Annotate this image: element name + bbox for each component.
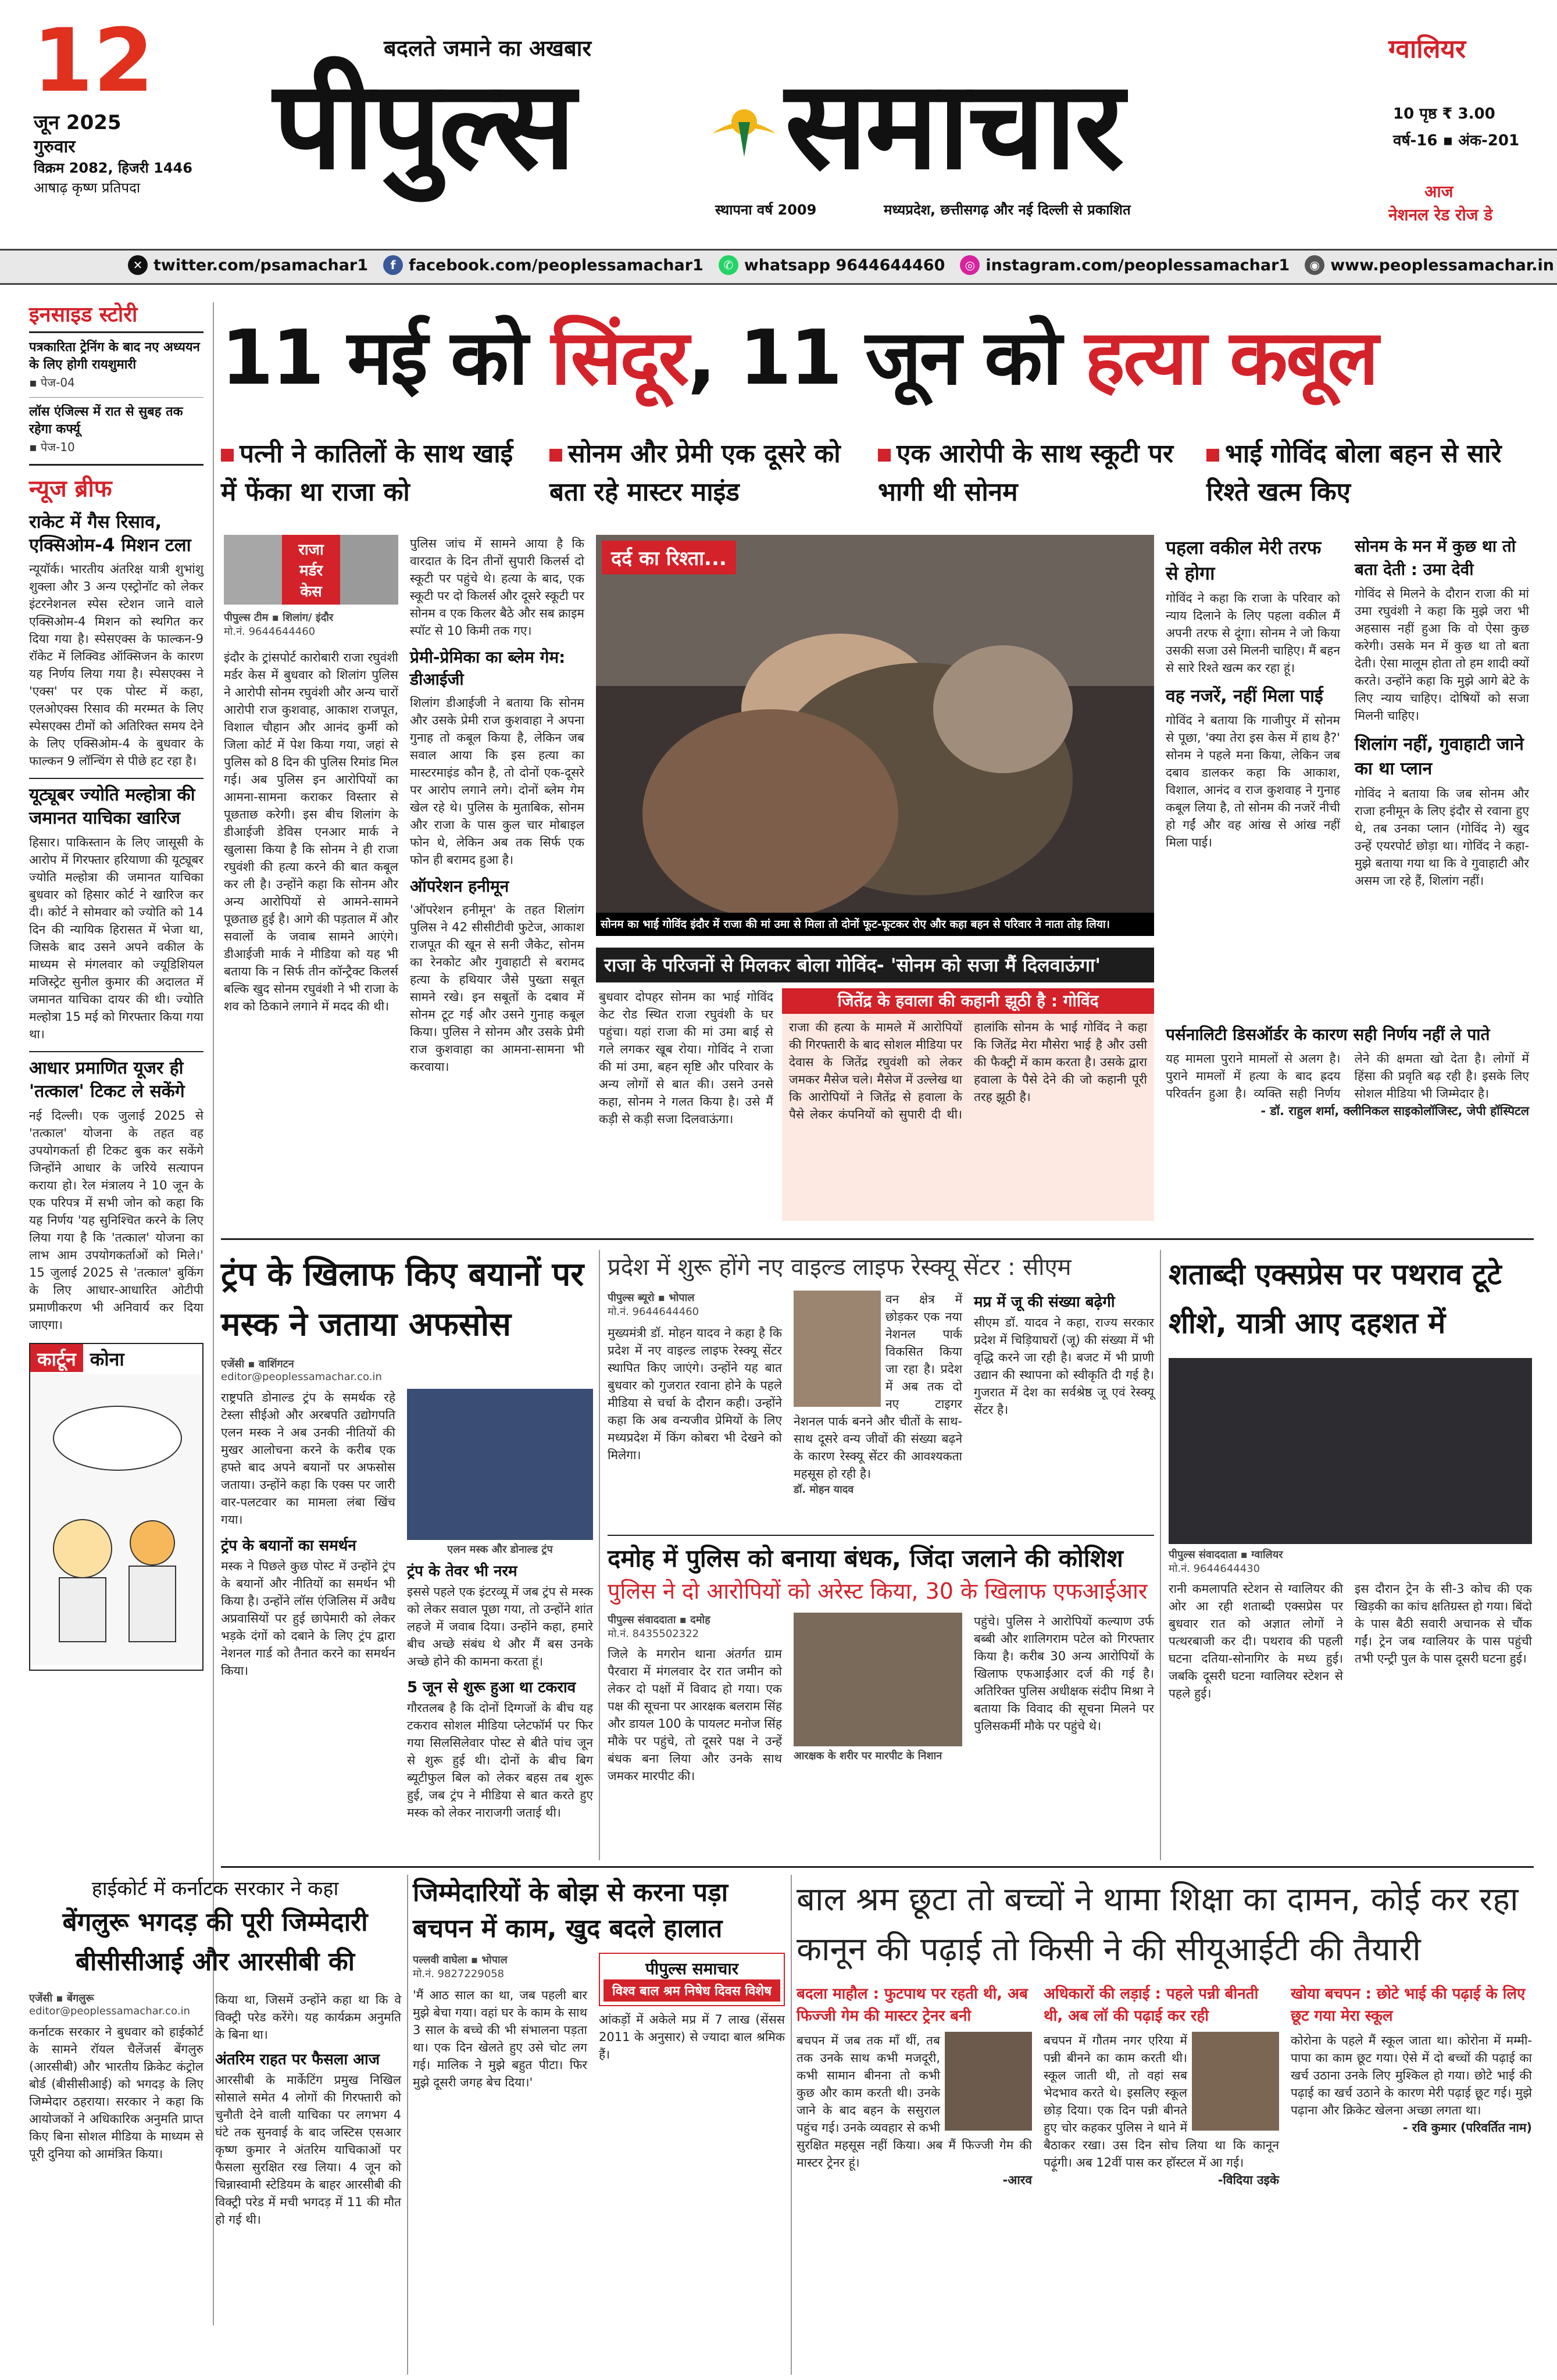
inside-item-text: लॉस एंजिल्स में रात से सुबह तक रहेगा कर्फ्यू bbox=[29, 405, 183, 437]
childlabour-left-body-2: आंकड़ों में अकेले मप्र में 7 लाख (सेंसस 2011 के अनुसार) से ज्यादा बाल श्रमिक हैं। bbox=[599, 2013, 785, 2061]
vah-body: गोविंद ने बताया कि गाजीपुर में सोनम से पूछा, 'क्या तेरा इस केस में हाथ है?' सोनम ने पहले मना किया, लेकिन जब दबाव डालकर कहा कि आकाश, विशाल, आनंद व राज कुशवाह ने गुनाह कबूल लिया है, तो सोनम की नजरें नीची हो गईं और वह आंख से आंख नहीं मिला पाई। bbox=[1166, 713, 1340, 849]
brief2-body: हिसार। पाकिस्तान के लिए जासूसी के आरोप में गिरफ्तार हरियाणा की यूट्यूबर ज्योति मल्होत्रा की जमानत याचिका बुधवार को हिसार कोर्ट ने खारिज कर दी। कोर्ट ने सोमवार को ज्योति को 14 दिन की न्यायिक हिरासत में भेजा था, जिसके बाद उसने अपने वकील के माध्यम से मंगलवार को ज्यूडिशियल मजिस्ट्रेट सुनील कुमार की अदालत में जमानत याचिका दायर की थी। ज्योति मल्होत्रा 15 मई को गिरफ्तार किया गया था। bbox=[29, 835, 203, 1041]
wildlife-body-1: मुख्यमंत्री डॉ. मोहन यादव ने कहा है कि प्रदेश में नए वाइल्ड लाइफ रेस्क्यू सेंटर स्थापित किए जाएंगे। उन्होंने यह बात बुधवार को गुजरात रवाना होने के पहले मीडिया से चर्चा के दौरान कही। उन्होंने कहा कि अब वन्यजीव प्रेमियों के लिए मध्यप्रदेश में किंग कोबरा भी देखने को मिलेगा। bbox=[608, 1326, 782, 1462]
divider-v1 bbox=[599, 1250, 600, 1860]
col-b-body: बचपन में गौतम नगर एरिया में पन्नी बीनने का काम करती थी। स्कूल जाती थी, तो वहां सब भेदभाव करते थे। इसलिए स्कूल छोड़ दिया। एक दिन पन्नी बीनते हुए चोर कहकर पुलिस ने थाने में बैठाकर रखा। उस दिन सोच लिया था कि कानून पढ़ूंगी। अब 12वीं पास कर हॉस्टल में आ गई। bbox=[1044, 2034, 1279, 2170]
karnataka-body-2: किया था, जिसमें उन्होंने कहा था कि वे विक्ट्री परेड करेंगे। यह कार्यक्रम अनुमति के बिना था। bbox=[215, 1993, 401, 2042]
logo-left: पीपुल्स bbox=[273, 53, 574, 196]
lead-contact: मो.नं. 9644644460 bbox=[224, 626, 316, 638]
web-icon: ◉ bbox=[1305, 255, 1324, 275]
damoh-body-1: जिले के मगरोन थाना अंतर्गत ग्राम पैरवारा में मंगलवार देर रात जमीन को लेकर दो पक्षों में विवाद हो गया। एक पक्ष की सूचना पर आरक्षक बलराम सिंह और डायल 100 के पायलट मनोज सिंह मौके पर पहुंचे, तो दूसरे पक्ष ने उन्हें बंधक बना लिया और उनके साथ जमकर मारपीट की। bbox=[608, 1647, 782, 1783]
childlabour-left-head: जिम्मेदारियों के बोझ से करना पड़ा बचपन में काम, खुद बदले हालात bbox=[413, 1878, 728, 1943]
karnataka-email: editor@peoplessamachar.co.in bbox=[29, 2005, 190, 2017]
social-link-text: instagram.com/peoplessamachar1 bbox=[985, 256, 1290, 274]
social-link-text: www.peoplessamachar.in bbox=[1330, 256, 1555, 274]
edition-city: ग्वालियर bbox=[1388, 34, 1466, 64]
section-rule-2 bbox=[221, 1866, 1534, 1868]
divider-v3 bbox=[407, 1875, 408, 2375]
col-a-sig: -आरव bbox=[1002, 2173, 1032, 2187]
vikram-date: विक्रम 2082, हिजरी 1446 bbox=[34, 160, 192, 176]
damoh-subhead: पुलिस ने दो आरोपियों को अरेस्ट किया, 30 के खिलाफ एफआईआर bbox=[608, 1578, 1148, 1604]
karnataka-kicker: हाईकोर्ट में कर्नाटक सरकार ने कहा bbox=[91, 1877, 339, 1900]
social-link-text: whatsapp 9644644460 bbox=[744, 256, 945, 274]
brief2-head: यूट्यूबर ज्योति मल्होत्रा की जमानत याचिका खारिज bbox=[29, 785, 195, 828]
brief3-body: नई दिल्ली। एक जुलाई 2025 से 'तत्काल' योजना के तहत वह उपयोगकर्ता ही टिकट बुक कर सकेंगे जिन्होंने आधार के जरिये सत्यापन कराया हो। रेल मंत्रालय ने 10 जून के एक परिपत्र में सभी जोन को कहा कि यह निर्णय 'यह सुनिश्चित करने के लिए लिया गया है कि 'तत्काल' योजना का लाभ आम उपयोगकर्ताओं को मिले।' 15 जुलाई 2025 से 'तत्काल' बुकिंग के लिए आधार-आधारित ओटीपी प्रमाणीकरण भी अनिवार्य कर दिया जाएगा। bbox=[29, 1109, 203, 1332]
wildlife-byline: पीपुल्स ब्यूरो ▪ भोपाल bbox=[608, 1292, 695, 1304]
logo-emblem-icon bbox=[706, 87, 782, 163]
lead-body-2: पुलिस जांच में सामने आया है कि वारदात के दिन तीनों सुपारी किलर्स दो स्कूटी पर पहुंचे थे। हत्या के बाद, एक स्कूटी पर दो किलर्स और दूसरे स्कूटी पर सोनम व एक किलर बैठे और सब क्राइम स्पॉट से 10 किमी तक गए। bbox=[410, 537, 584, 638]
shatabdi-story bbox=[1169, 1250, 1532, 1860]
lead-sub3-head: ऑपरेशन हनीमून bbox=[410, 877, 509, 896]
social-link[interactable] bbox=[1305, 255, 1554, 275]
inside-item-text: पत्रकारिता ट्रेनिंग के बाद नए अध्ययन के लिए होगी रायशुमारी bbox=[29, 340, 200, 372]
brief1-body: न्यूयॉर्क। भारतीय अंतरिक्ष यात्री शुभांशु शुक्ला और 3 अन्य एस्ट्रोनॉट को लेकर इंटरनेशनल स्पेस स्टेशन जाने वाले एक्सिओम-4 मिशन को स्थगित कर दिया गया है। स्पेसएक्स के फाल्कन-9 रॉकेट में लिक्विड ऑक्सिजन के कारण यह निर्णय लिया गया है। स्पेसएक्स ने 'एक्स' पर एक पोस्ट में कहा, एलओएक्स रिसाव की मरम्मत के लिए स्पेसएक्स टीमों को अतिरिक्त समय देने के लिए एक्सिओम-4 के बुधवार के फाल्कन 9 लॉन्चिंग से पीछे हट रहा है। bbox=[29, 562, 203, 768]
lead-col-6 bbox=[1355, 535, 1529, 1017]
brief3-head: आधार प्रमाणित यूजर ही 'तत्काल' टिकट ले सकेंगे bbox=[29, 1058, 185, 1102]
mind-head: सोनम के मन में कुछ था तो बता देती : उमा देवी bbox=[1355, 537, 1516, 579]
cartoon-image bbox=[30, 1374, 202, 1665]
lead-body-4: 'ऑपरेशन हनीमून' के तहत शिलांग पुलिस ने 42 सीसीटीवी फुटेज, आकाश राजपूत की खून से सनी जैकेट, सोनम का रेनकोट और गुवाहाटी से बरामद हत्या के हथियार जैसे पुख्ता सबूत सामने रखे। इन सबूतों के दबाव में सोनम टूट गई और उसने गुनाह कबूल किया। पुलिस ने सोनम और उसके प्रेमी राज कुशवाहा का आमना-सामना भी करवाया। bbox=[410, 903, 584, 1074]
trump-body-3: मस्क ने पिछले कुछ पोस्ट में उन्होंने ट्रंप के बयानों और नीतियों का समर्थन भी किया है। उन्होंने लॉस एंजिलिस में अवैध अप्रवासियों पर हुई छापेमारी को लेकर भड़के दंगों को दबाने के लिए ट्रंप द्वारा नेशनल गार्ड को तैनात करने का समर्थन किया। bbox=[221, 1559, 395, 1678]
lead-sub-1: पत्नी ने कातिलों के साथ खाई में फेंका था राजा को bbox=[221, 439, 513, 507]
inside-item[interactable] bbox=[29, 403, 203, 456]
personality-body: यह मामला पुराने मामलों से अलग है। पुराने मामलों में हत्या के बाद ह्रदय परिवर्तन हुआ है। व्यक्ति सही निर्णय लेने की क्षमता खो देता है। लोगों में हिंसा की प्रवृति बढ़ रही है। इसके लिए सोशल मीडिया भी जिम्मेदार है। bbox=[1166, 1052, 1529, 1100]
lead-byline: पीपुल्स टीम ▪ शिलांग/ इंदौर bbox=[224, 612, 334, 624]
shatabdi-headline: शताब्दी एक्सप्रेस पर पथराव टूटे शीशे, यात्री आए दहशत में bbox=[1169, 1257, 1502, 1340]
lead-col-5 bbox=[1166, 535, 1340, 1017]
karnataka-body-1: कर्नाटक सरकार ने बुधवार को हाईकोर्ट के सामने रॉयल चैलेंजर्स बेंगलुरु (आरसीबी) और भारतीय क्रिकेट कंट्रोल बोर्ड (बीसीसीआई) को भगदड़ के लिए जिम्मेदार ठहराया। सरकार ने कहा कि आयोजकों ने अधिकारिक अनुमति प्राप्त किए बिना सोशल मीडिया के माध्यम से पूरी दुनिया को आमंत्रित किया। bbox=[29, 2025, 203, 2161]
karnataka-story bbox=[29, 1875, 401, 2375]
col-a-body: बचपन में जब तक माँ थीं, तब तक उनके साथ कभी मजदूरी, कभी सामान बीनना तो कभी कुछ और काम करती थी। उनके जाने के बाद बहन के ससुराल पहुंच गई। उनके व्यवहार से कभी सुरक्षित महसूस नहीं किया। अब मैं फिज्जी गेम की मास्टर ट्रेनर हूं। bbox=[797, 2034, 1032, 2170]
col-c-sig: - रवि कुमार (परिवर्तित नाम) bbox=[1402, 2121, 1532, 2135]
damoh-byline: पीपुल्स संवाददाता ▪ दमोह bbox=[608, 1614, 710, 1626]
trump-story bbox=[221, 1250, 593, 1860]
trump-sub-3: 5 जून से शुरू हुआ था टकराव bbox=[407, 1679, 576, 1696]
childlabour-right bbox=[797, 1875, 1532, 2375]
damoh-story bbox=[608, 1535, 1154, 1860]
wildlife-story bbox=[608, 1250, 1154, 1529]
col-a-head: बदला माहौल : फुटपाथ पर रहती थी, अब फिज्जी गेम की मास्टर ट्रेनर बनी bbox=[797, 1985, 1028, 2025]
shatabdi-byline: पीपुल्स संवाददाता ▪ ग्वालियर bbox=[1169, 1549, 1283, 1561]
year-issue: वर्ष-16 ▪ अंक-201 bbox=[1393, 132, 1520, 149]
lead-photo-image bbox=[596, 535, 1154, 936]
childlabour-byline: पल्लवी वाघेला ▪ भोपाल bbox=[413, 1954, 508, 1966]
special-badge bbox=[599, 1953, 785, 2006]
col-c-body: कोरोना के पहले मैं स्कूल जाता था। कोरोना में मम्मी-पापा का काम छूट गया। ऐसे में दो बच्चों की पढ़ाई का खर्च उठाना उनके लिए मुश्किल हो गया। छोटे भाई की पढ़ाई का खर्च उठाने के कारण मेरी पढ़ाई छूट गई। मुझे पढ़ाना और क्रिकेट खेलना अच्छा लगता था। bbox=[1291, 2034, 1532, 2117]
damoh-contact: मो.नं. 8435502322 bbox=[608, 1628, 699, 1640]
instagram-icon: ◎ bbox=[960, 255, 980, 275]
shatabdi-body-1: रानी कमलापति स्टेशन से ग्वालियर की ओर आ रही शताब्दी एक्सप्रेस पर बुधवार रात को अज्ञात लोगों ने पत्थरबाजी कर दी। पथराव की पहली घटना दतिया-सोनागिर के मध्य हुई। जबकि दूसरी घटना ग्वालियर स्टेशन से पहले हुई। bbox=[1169, 1582, 1343, 1700]
doctor-credit: - डॉ. राहुल शर्मा, क्लीनिकल साइकोलॉजिस्ट, जेपी हॉस्पिटल bbox=[1260, 1104, 1529, 1118]
photo-caption: सोनम का भाई गोविंद इंदौर में राजा की मां उमा से मिला तो दोनों फूट-फूटकर रोए और कहा बहन से परिवार ने नाता तोड़ लिया। bbox=[596, 913, 1154, 936]
damoh-headline: दमोह में पुलिस को बनाया बंधक, जिंदा जलाने की कोशिश bbox=[608, 1544, 1123, 1573]
col-c-head: खोया बचपन : छोटे भाई की पढ़ाई के लिए छूट गया मेरा स्कूल bbox=[1291, 1985, 1526, 2025]
logo bbox=[273, 52, 1238, 203]
weekday: गुरुवार bbox=[34, 137, 76, 157]
date-month-year: जून 2025 bbox=[34, 111, 122, 134]
lead-body-1: इंदौर के ट्रांसपोर्ट कारोबारी राजा रघुवंशी मर्डर केस में बुधवार को शिलांग पुलिस ने आरोपी सोनम रघुवंशी और अन्य चारों आरोपी राज कुशवाह, आकाश राजपूत, विशाल चौहान और आनंद कुर्मी को जिला कोर्ट में पेश किया गया, जहां से पुलिस को 8 दिन की पुलिस रिमांड मिल गई। अब पुलिस इन आरोपियों का आमना-सामना कराकर विस्तार से पूछताछ करेगी। इस बीच शिलांग के डीआईजी डेविस एनआर मार्क ने खुलासा किया है कि सोनम ने ही राजा रघुवंशी की हत्या करने की बात कबूल कर ली है। उन्होंने कहा कि सोनम और अन्य आरोपियों से आमने-सामने पूछताछ हुई है। आगे की पड़ताल में और सवालों के जवाब सामने आएंगे। डीआईजी मार्क ने मीडिया को यह भी बताया कि न सिर्फ तीन कॉन्ट्रैक्ट किलर्स बल्कि खुद सोनम रघुवंशी ने भी राजा के शव को ठिकाने लगाने में मदद की थी। bbox=[224, 651, 398, 1013]
shatabdi-body-2: इस दौरान ट्रेन के सी-3 कोच की एक खिड़की का कांच क्षतिग्रस्त हो गया। बिंदो के पास बैठी सवारी अचानक से चौंक गईं। ट्रेन जब ग्वालियर के पास पहुंची तभी एन्ट्री पुल के पास दूसरी घटना हुई। bbox=[1355, 1582, 1532, 1666]
damoh-photo-caption: आरक्षक के शरीर पर मारपीट के निशान bbox=[794, 1750, 942, 1762]
lawyer-head: पहला वकील मेरी तरफ से होगा bbox=[1166, 537, 1322, 584]
wildlife-sub: मप्र में जू की संख्या बढ़ेगी bbox=[974, 1293, 1115, 1311]
wildlife-body-3: सीएम डॉ. यादव ने कहा, राज्य सरकार प्रदेश में चिड़ियाघरों (जू) की संख्या में भी वृद्धि करने जा रही है। बजट में भी प्राणी उद्यान की स्थापना को स्वीकृति दी गई है। गुजरात में देश का सर्वश्रेष्ठ जू एवं रेस्क्यू सेंटर है। bbox=[974, 1316, 1154, 1417]
brief-title: न्यूज ब्रीफ bbox=[29, 476, 112, 502]
govind-body: बुधवार दोपहर सोनम का भाई गोविंद केट रोड स्थित राजा रघुवंशी के घर पहुंचा। यहां राजा की मां उमा बाई से गले लगकर खूब रोया। गोविंद ने राजा की मां उमा, बहन सृष्टि और परिवार के अन्य लोगों से बात की। उसने उनसे कहा, सोनम ने गलत किया है। उसे मैं कड़ी से कड़ी सजा दिलवाऊंगा। bbox=[599, 990, 773, 1126]
paksha: आषाढ़ कृष्ण प्रतिपदा bbox=[34, 180, 141, 196]
trump-body-1: राष्ट्रपति डोनाल्ड ट्रंप के समर्थक रहे टेस्ला सीईओ और अरबपति उद्योगपति एलन मस्क ने अब उनकी नीतियों की मुखर आलोचना करने के करीब एक हफ्ते बाद अपने बयानों पर अफसोस जताया। उन्होंने कहा कि एक्स पर जारी वार-पलटवार का मामला लंबा खिंच गया। bbox=[221, 1391, 395, 1527]
brief1-head: राकेट में गैस रिसाव, एक्सिओम-4 मिशन टला bbox=[29, 512, 191, 556]
lead-col-1 bbox=[224, 535, 398, 1232]
social-link-text: twitter.com/psamachar1 bbox=[153, 256, 369, 274]
lead-headline: 11 मई को सिंदूर, 11 जून को हत्या कबूल bbox=[221, 313, 1377, 402]
section-rule-1 bbox=[221, 1238, 1534, 1240]
personality-head: पर्सनालिटी डिसऑर्डर के कारण सही निर्णय नहीं ले पाते bbox=[1166, 1025, 1490, 1044]
masthead bbox=[0, 0, 1557, 250]
trump-body-2: इससे पहले एक इंटरव्यू में जब ट्रंप से मस्क को लेकर सवाल पूछा गया, तो उन्होंने शांत लहजे में जवाब दिया। उन्होंने कहा, हमारे बीच अच्छे संबंध थे और मैं बस उनके अच्छे होने की कामना करता हूं। bbox=[407, 1585, 593, 1668]
cartoon-box bbox=[29, 1343, 203, 1671]
damoh-body-2: पहुंचे। पुलिस ने आरोपियों कल्याण उर्फ बब्बी और शालिगराम पटेल को गिरफ्तार किया है। करीब 30 अन्य आरोपियों के खिलाफ एफआईआर दर्ज की गई है। अतिरिक्त पुलिस अधीक्षक संदीप मिश्रा ने बताया कि विवाद की सूचना मिलने पर पुलिसकर्मी मौके पर पहुंचे थे। bbox=[974, 1614, 1154, 1733]
trump-sub-2: ट्रंप के बयानों का समर्थन bbox=[221, 1537, 356, 1554]
vah-head: वह नजरें, नहीं मिला पाई bbox=[1166, 686, 1323, 706]
mind-body: गोविंद से मिलने के दौरान राजा की मां उमा रघुवंशी ने कहा कि मुझे जरा भी अहसास नहीं हुआ कि वो ऐसा कुछ करेगी। उसके मन में कुछ था तो बता देती। ऐसा मालूम होता तो हम शादी क्यों करते। उन्होंने कहा कि मुझे आगे बेटे के लिए न्याय चाहिए। दोषियों को सजा मिलनी चाहिए। bbox=[1355, 587, 1529, 723]
childlabour-left bbox=[413, 1875, 785, 2375]
col-a-photo bbox=[945, 2032, 1032, 2131]
personality-box bbox=[1166, 1023, 1529, 1221]
lead-col-2 bbox=[410, 535, 584, 1232]
whatsapp-icon: ✆ bbox=[719, 255, 738, 275]
tagline: बदलते जमाने का अखबार bbox=[384, 35, 592, 61]
today-label: आज bbox=[1424, 182, 1454, 201]
social-bar bbox=[0, 249, 1557, 285]
pages-price: 10 पृष्ठ ₹ 3.00 bbox=[1393, 105, 1495, 123]
divider-v4 bbox=[791, 1875, 792, 2375]
logo-right: समाचार bbox=[785, 53, 1122, 196]
inside-item-page: ▪ पेज-10 bbox=[29, 440, 75, 454]
case-mugshots bbox=[224, 535, 398, 610]
x-icon: ✕ bbox=[128, 255, 148, 275]
today-value: नेशनल रेड रोज डे bbox=[1388, 205, 1493, 224]
lead-sub-4: भाई गोविंद बोला बहन से सारे रिश्ते खत्म किए bbox=[1206, 439, 1502, 507]
shillong-head: शिलांग नहीं, गुवाहाटी जाने का था प्लान bbox=[1355, 734, 1524, 779]
published: मध्यप्रदेश, छत्तीसगढ़ और नई दिल्ली से प्रकाशित bbox=[884, 202, 1131, 218]
photo-tag: दर्द का रिश्ता... bbox=[602, 541, 736, 574]
badge-title: पीपुल्स समाचार bbox=[645, 1959, 739, 1978]
inside-item[interactable] bbox=[29, 339, 203, 391]
cm-photo bbox=[794, 1291, 881, 1407]
social-link[interactable] bbox=[960, 255, 1290, 275]
trump-sub-1: ट्रंप के तेवर भी नरम bbox=[407, 1563, 517, 1580]
lead-sub-3: एक आरोपी के साथ स्कूटी पर भागी थी सोनम bbox=[878, 439, 1173, 507]
govind-headline: राजा के परिजनों से मिलकर बोला गोविंद- 'सोनम को सजा मैं दिलवाऊंगा' bbox=[596, 948, 1154, 982]
lead-sub-2: सोनम और प्रेमी एक दूसरे को बता रहे मास्टर माइंड bbox=[549, 439, 841, 507]
social-link[interactable] bbox=[719, 255, 945, 275]
col-b-photo bbox=[1192, 2032, 1279, 2131]
social-link-text: facebook.com/peoplessamachar1 bbox=[409, 256, 703, 274]
karnataka-headline: बेंगलुरू भगदड़ की पूरी जिम्मेदारी बीसीसीआई और आरसीबी की bbox=[62, 1907, 368, 1977]
trump-photo bbox=[407, 1389, 593, 1540]
damoh-photo bbox=[794, 1613, 962, 1746]
lead-body-3: शिलांग डीआईजी ने बताया कि सोनम और उसके प्रेमी राज कुशवाहा ने अपना गुनाह तो कबूल किया है, लेकिन जब सवाल आया कि इस हत्या का मास्टरमाइंड कौन है, तो दोनों एक-दूसरे पर आरोप लगाने लगे। दोनों ब्लेम गेम खेल रहे थे। पुलिस के मुताबिक, सोनम और राजा के पास कुल चार मोबाइल फोन थे, लेकिन अब तक सिर्फ एक फोन ही बरामद हुआ है। bbox=[410, 696, 584, 867]
inside-title: इनसाइड स्टोरी bbox=[29, 303, 138, 327]
shillong-body: गोविंद ने बताया कि जब सोनम और राजा हनीमून के लिए इंदौर से रवाना हुए थे, तब उनका प्लान (गोविंद ने) खुद उन्हें एयरपोर्ट छोड़ा था। गोविंद ने कहा- मुझे बताया गया था कि वे गुवाहाटी और असम जा रहे हैं, शिलांग नहीं। bbox=[1355, 787, 1529, 888]
col-b-head: अधिकारों की लड़ाई : पहले पन्नी बीनती थी, अब लॉ की पढ़ाई कर रही bbox=[1044, 1985, 1259, 2025]
jitendra-body: राजा की हत्या के मामले में आरोपियों की गिरफ्तारी के बाद सोशल मीडिया पर देवास के जितेंद्र रघुवंशी को लेकर जमकर मैसेज चले। मैसेज में उल्लेख था कि आरोपियों ने जितेंद्र से हवाला के पैसे लेकर कंपनियों को सुपारी दी थी। हालांकि सोनम के भाई गोविंद ने कहा कि जितेंद्र मेरा मौसेरा भाई है और उसी की फैक्ट्री में काम करता है। उसके द्वारा हवाला के पैसे देने की जो कहानी पूरी तरह झूठी है। bbox=[789, 1020, 1147, 1121]
karnataka-body-3: आरसीबी के मार्केटिंग प्रमुख निखिल सोसाले समेत 4 लोगों की गिरफ्तारी को चुनौती देने वाली याचिका पर लगभग 4 घंटे तक सुनवाई के बाद जस्टिस एसआर कृष्ण कुमार ने अंतरिम याचिकाओं पर फैसला सुरक्षित रख लिया। 4 जून को चिन्नास्वामी स्टेडियम के बाहर आरसीबी की विक्ट्री परेड में मची भगदड़ में 11 की मौत हो गई थी। bbox=[215, 2073, 401, 2227]
wildlife-headline: प्रदेश में शुरू होंगे नए वाइल्ड लाइफ रेस्क्यू सेंटर : सीएम bbox=[608, 1254, 1072, 1281]
karnataka-sub: अंतरिम राहत पर फैसला आज bbox=[215, 2051, 380, 2068]
social-link[interactable] bbox=[128, 255, 368, 275]
wildlife-contact: मो.नं. 9644644460 bbox=[608, 1306, 699, 1318]
social-link[interactable] bbox=[383, 255, 703, 275]
case-label: राजा मर्डर केस bbox=[282, 535, 340, 605]
jitendra-head: जितेंद्र के हवाला की कहानी झूठी है : गोविंद bbox=[782, 988, 1154, 1014]
cartoon-header bbox=[30, 1344, 202, 1372]
lawyer-body: गोविंद ने कहा कि राजा के परिवार को न्याय दिलाने के लिए पहला वकील मैं अपनी तरफ से दूंगा। सोनम ने जो किया उसकी सजा उसे मिलनी चाहिए। मैं बहन से सारे रिश्ते खत्म कर रहा हूं। bbox=[1166, 591, 1340, 675]
inside-item-page: ▪ पेज-04 bbox=[29, 376, 75, 389]
col-b-sig: -विदिया उइके bbox=[1217, 2173, 1279, 2187]
divider-v2 bbox=[1160, 1250, 1161, 1860]
childlabour-right-head: बाल श्रम छूटा तो बच्चों ने थामा शिक्षा का दामन, कोई कर रहा कानून की पढ़ाई तो किसी ने की सीयूआईटी की तैयारी bbox=[797, 1881, 1519, 1968]
trump-headline: ट्रंप के खिलाफ किए बयानों पर मस्क ने जताया अफसोस bbox=[221, 1256, 584, 1343]
lead-photo bbox=[596, 535, 1154, 942]
trump-photo-caption: एलन मस्क और डोनाल्ड ट्रंप bbox=[447, 1543, 553, 1556]
cartoon-label-a: कार्टून bbox=[30, 1344, 83, 1372]
karnataka-byline: एजेंसी ▪ बेंगलुरू bbox=[29, 1992, 94, 2004]
sonam-photo bbox=[224, 535, 282, 605]
childlabour-contact: मो.नं. 9827229058 bbox=[413, 1968, 505, 1980]
social-row bbox=[128, 255, 1557, 275]
cartoon-label-b: कोना bbox=[90, 1348, 124, 1370]
cm-caption: डॉ. मोहन यादव bbox=[794, 1484, 854, 1496]
badge-sub: विश्व बाल श्रम निषेध दिवस विशेष bbox=[603, 1979, 780, 2002]
childlabour-left-body-1: 'मैं आठ साल का था, जब पहली बार मुझे बेचा गया। वहां घर के काम के साथ 3 साल के बच्चे की भी संभालना पड़ता था। एक दिन खेलते हुए उसे चोट लग गई। मालिक ने मुझे बहुत पीटा। फिर मुझे दूसरी जगह बेच दिया।' bbox=[413, 1988, 587, 2089]
facebook-icon: f bbox=[383, 255, 403, 275]
date-day: 12 bbox=[33, 10, 154, 112]
trump-byline: एजेंसी ▪ वाशिंगटन bbox=[221, 1358, 294, 1370]
founded: स्थापना वर्ष 2009 bbox=[715, 202, 817, 218]
raj-photo bbox=[340, 535, 398, 605]
lead-sub2-head: प्रेमी-प्रेमिका का ब्लेम गेम: डीआईजी bbox=[410, 648, 566, 689]
trump-body-4: गौरतलब है कि दोनों दिग्गजों के बीच यह टकराव सोशल मीडिया प्लेटफॉर्म पर फिर गया सिलसिलेवार पोस्ट से बीते पांच जून से शुरू हुई थी। दोनों के बीच बिग ब्यूटीफुल बिल को लेकर बहस तब शुरू हुई, जब ट्रंप ने मीडिया से बात करते हुए मस्क को लेकर नाराजगी जताई थी। bbox=[407, 1701, 593, 1820]
shatabdi-contact: मो.नं. 9644644430 bbox=[1169, 1563, 1260, 1575]
jitendra-box bbox=[782, 988, 1154, 1221]
wildlife-body-2: वन क्षेत्र में छोड़कर एक नया नेशनल पार्क विकसित किया जा रहा है। प्रदेश में अब तक दो नए टाइगर नेशनल पार्क बनने और चीतों के साथ-साथ दूसरे वन्य जीवों की संख्या बढ़ने के कारण रेस्क्यू सेंटर की आवश्यकता महसूस हो रही है। bbox=[794, 1292, 962, 1481]
shatabdi-photo bbox=[1169, 1358, 1532, 1544]
lead-subheads bbox=[221, 435, 1535, 528]
trump-email: editor@peoplessamachar.co.in bbox=[221, 1371, 382, 1383]
